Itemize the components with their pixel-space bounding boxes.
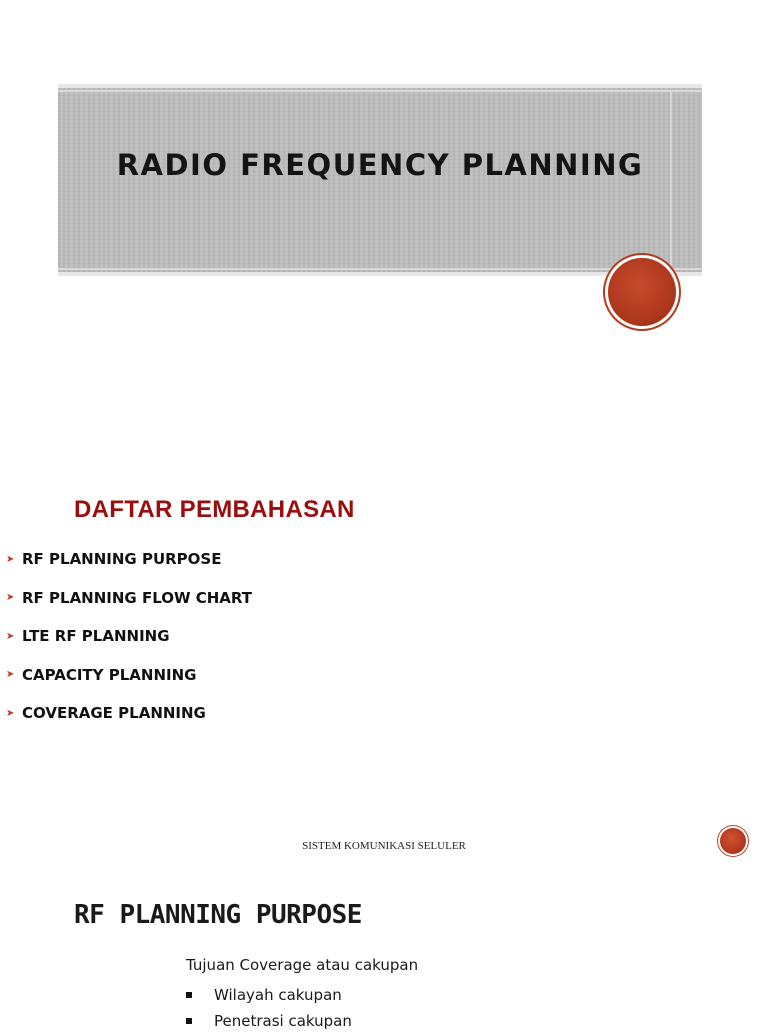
arrow-bullet-icon: ➤ <box>6 707 15 719</box>
arrow-bullet-icon: ➤ <box>6 592 15 604</box>
banner-bottom-rule-thin <box>58 268 702 270</box>
purpose-list <box>186 982 352 1034</box>
agenda-heading: DAFTAR PEMBAHASAN <box>74 496 355 523</box>
square-bullet-icon <box>186 992 192 998</box>
purpose-item <box>186 1008 352 1034</box>
agenda-item-label: RF PLANNING PURPOSE <box>22 550 222 569</box>
agenda-item-label: RF PLANNING FLOW CHART <box>22 588 253 607</box>
agenda-item <box>6 579 252 618</box>
agenda-item-label: CAPACITY PLANNING <box>22 665 197 684</box>
agenda-item <box>6 617 252 656</box>
arrow-bullet-icon: ➤ <box>6 669 15 681</box>
banner-top-rule <box>58 84 702 88</box>
arrow-bullet-icon: ➤ <box>6 630 15 642</box>
purpose-item-label: Penetrasi cakupan <box>214 1012 352 1030</box>
purpose-item-label: Wilayah cakupan <box>214 986 342 1004</box>
agenda-slide <box>0 440 768 860</box>
agenda-item <box>6 694 252 733</box>
arrow-bullet-icon: ➤ <box>6 553 15 565</box>
purpose-lead: Tujuan Coverage atau cakupan <box>186 956 419 974</box>
agenda-item <box>6 656 252 695</box>
agenda-item-label: COVERAGE PLANNING <box>22 704 206 723</box>
decorative-circle-icon <box>608 258 676 326</box>
purpose-heading: RF PLANNING PURPOSE <box>74 900 362 930</box>
banner-bottom-rule <box>58 272 702 276</box>
title-slide <box>0 0 768 400</box>
agenda-list <box>6 540 252 733</box>
banner-top-rule-thin <box>58 90 702 92</box>
slide-footer: SISTEM KOMUNIKASI SELULER <box>302 840 466 852</box>
agenda-item <box>6 540 252 579</box>
title-banner <box>58 84 702 276</box>
decorative-circle-icon <box>720 828 746 854</box>
agenda-item-label: LTE RF PLANNING <box>22 627 170 646</box>
purpose-item <box>186 982 352 1008</box>
purpose-slide <box>0 870 768 1030</box>
slide-title: RADIO FREQUENCY PLANNING <box>116 148 644 182</box>
square-bullet-icon <box>186 1018 192 1024</box>
